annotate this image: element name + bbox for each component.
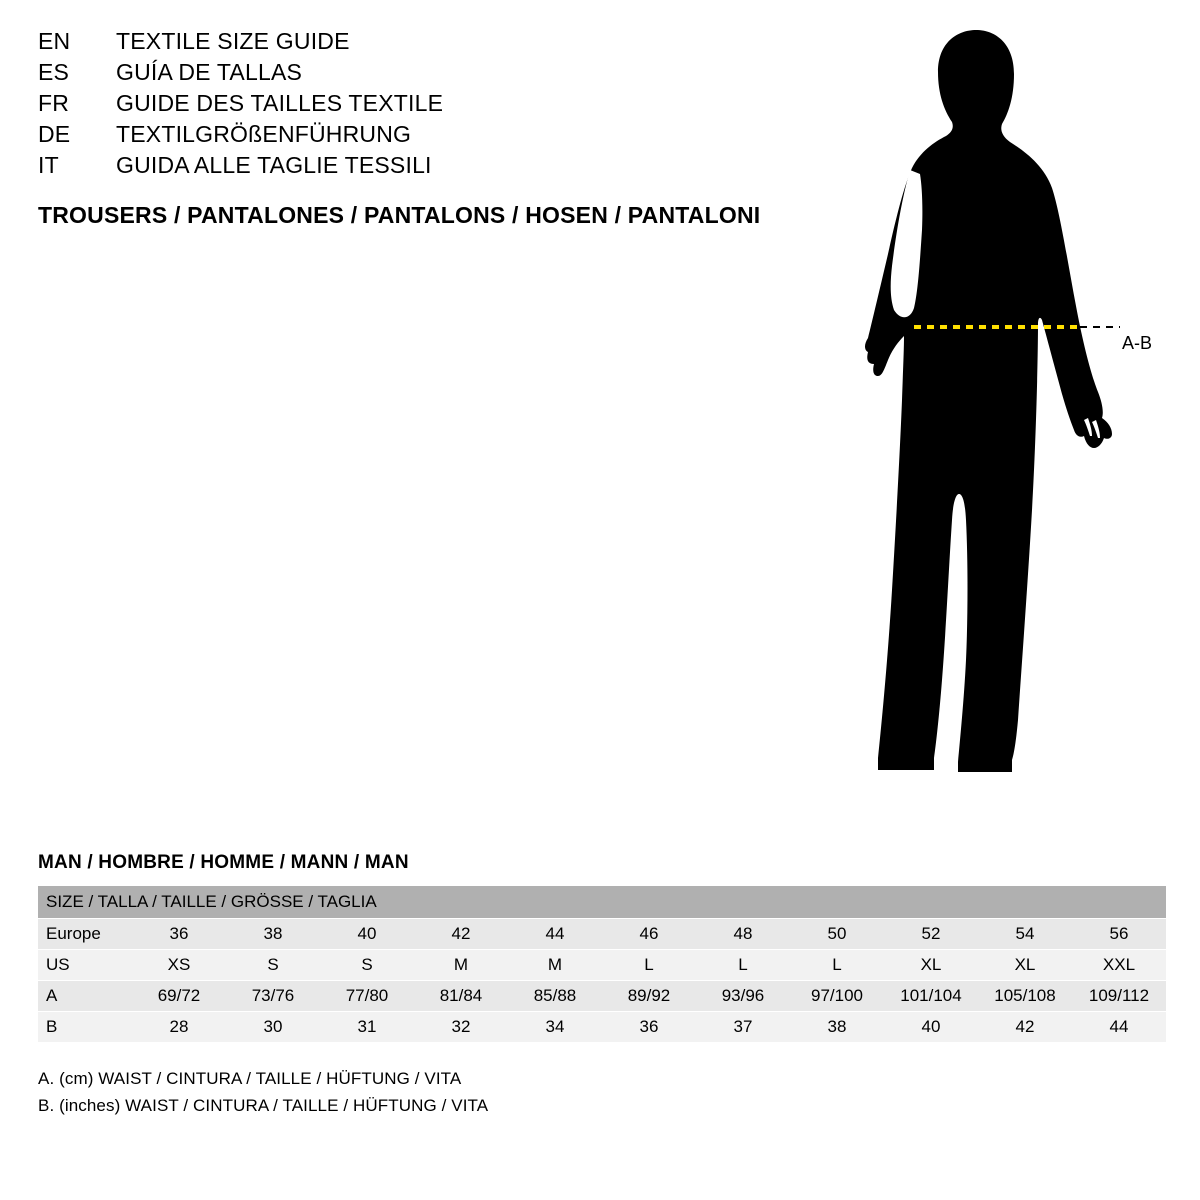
language-code: DE	[38, 121, 71, 147]
table-row	[38, 950, 1166, 981]
cell: XL	[978, 950, 1072, 981]
cell: XS	[132, 950, 226, 981]
cell: 38	[790, 1012, 884, 1043]
cell: 50	[790, 919, 884, 950]
size-table-section	[38, 852, 1166, 1119]
measure-label-ab: A-B	[1122, 333, 1153, 353]
cell: 56	[1072, 919, 1166, 950]
row-label: B	[38, 1012, 132, 1043]
table-header-label: SIZE / TALLA / TAILLE / GRÖSSE / TAGLIA	[38, 886, 1166, 919]
cell: 30	[226, 1012, 320, 1043]
figure-illustration	[790, 20, 1190, 810]
cell: 42	[978, 1012, 1072, 1043]
language-row	[38, 59, 798, 90]
cell: 28	[132, 1012, 226, 1043]
header-block	[38, 28, 798, 229]
language-code: IT	[38, 152, 59, 178]
cell: 77/80	[320, 981, 414, 1012]
table-row	[38, 981, 1166, 1012]
cell: 32	[414, 1012, 508, 1043]
cell: L	[790, 950, 884, 981]
cell: 46	[602, 919, 696, 950]
language-text: GUIDA ALLE TAGLIE TESSILI	[116, 152, 432, 178]
cell: 38	[226, 919, 320, 950]
cell: 42	[414, 919, 508, 950]
footnotes	[38, 1065, 1166, 1119]
gender-title: MAN / HOMBRE / HOMME / MANN / MAN	[38, 852, 409, 873]
table-row	[38, 919, 1166, 950]
cell: 40	[320, 919, 414, 950]
cell: 97/100	[790, 981, 884, 1012]
cell: XL	[884, 950, 978, 981]
cell: 101/104	[884, 981, 978, 1012]
man-silhouette-icon	[790, 20, 1190, 810]
row-label: US	[38, 950, 132, 981]
cell: 85/88	[508, 981, 602, 1012]
table-row	[38, 1012, 1166, 1043]
garment-type-title: TROUSERS / PANTALONES / PANTALONS / HOSEN / PANTALONI	[38, 202, 761, 228]
cell: 54	[978, 919, 1072, 950]
cell: 109/112	[1072, 981, 1166, 1012]
cell: L	[602, 950, 696, 981]
cell: S	[320, 950, 414, 981]
language-code: FR	[38, 90, 70, 116]
language-row	[38, 121, 798, 152]
cell: 105/108	[978, 981, 1072, 1012]
footnote-a: A. (cm) WAIST / CINTURA / TAILLE / HÜFTUNG / VITA	[38, 1069, 462, 1088]
cell: 93/96	[696, 981, 790, 1012]
cell: M	[508, 950, 602, 981]
cell: XXL	[1072, 950, 1166, 981]
footnote-b: B. (inches) WAIST / CINTURA / TAILLE / HÜFTUNG / VITA	[38, 1096, 489, 1115]
cell: 69/72	[132, 981, 226, 1012]
language-row	[38, 152, 798, 183]
cell: 48	[696, 919, 790, 950]
language-row	[38, 28, 798, 59]
cell: L	[696, 950, 790, 981]
language-text: GUÍA DE TALLAS	[116, 59, 303, 85]
language-code: EN	[38, 28, 71, 54]
cell: 40	[884, 1012, 978, 1043]
cell: 34	[508, 1012, 602, 1043]
row-label: Europe	[38, 919, 132, 950]
table-header-row	[38, 886, 1166, 919]
cell: 81/84	[414, 981, 508, 1012]
cell: 44	[508, 919, 602, 950]
row-label: A	[38, 981, 132, 1012]
cell: 73/76	[226, 981, 320, 1012]
language-text: TEXTILE SIZE GUIDE	[116, 28, 350, 54]
cell: 89/92	[602, 981, 696, 1012]
language-code: ES	[38, 59, 70, 85]
cell: 36	[132, 919, 226, 950]
cell: S	[226, 950, 320, 981]
size-table	[38, 886, 1166, 1043]
language-text: GUIDE DES TAILLES TEXTILE	[116, 90, 444, 116]
cell: 37	[696, 1012, 790, 1043]
cell: M	[414, 950, 508, 981]
cell: 31	[320, 1012, 414, 1043]
language-row	[38, 90, 798, 121]
language-text: TEXTILGRÖßENFÜHRUNG	[116, 121, 412, 147]
cell: 52	[884, 919, 978, 950]
cell: 44	[1072, 1012, 1166, 1043]
cell: 36	[602, 1012, 696, 1043]
